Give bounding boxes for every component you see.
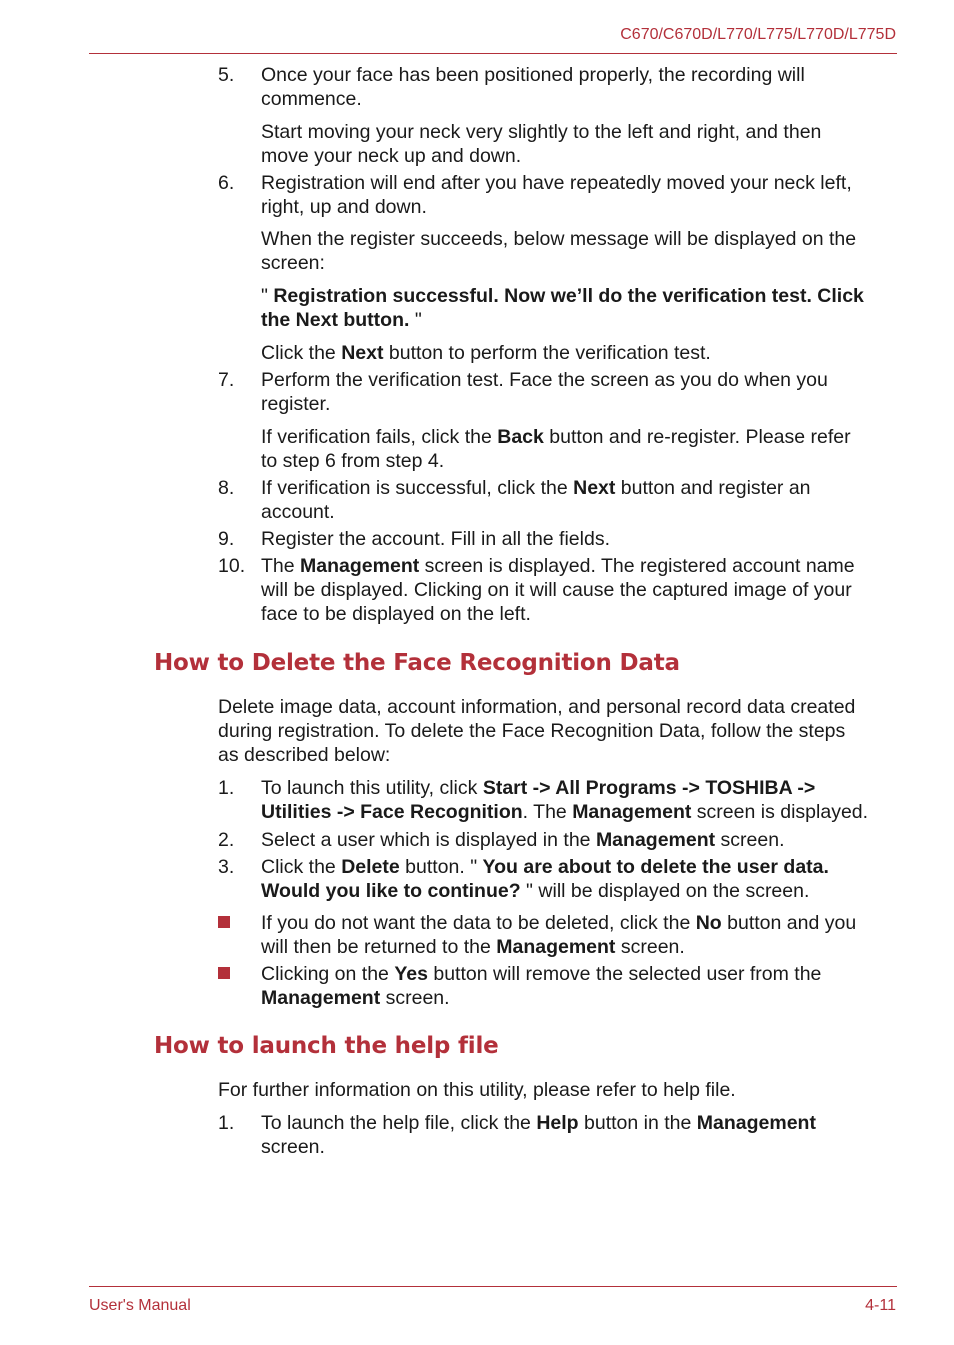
step-text: To launch this utility, click [261,777,483,799]
footer-rule [89,1286,897,1287]
step-line: Register the account. Fill in all the fields. [261,528,611,550]
header-model-title: C670/C670D/L770/L775/L770D/L775D [620,26,896,43]
step-number: 8. [218,477,235,499]
back-button-label: Back [497,426,544,448]
bullet-text: Clicking on the [261,963,395,985]
header-rule [89,53,897,54]
step-5-note [261,120,901,168]
bullet-item-no [261,911,901,959]
intro-line: as described below: [218,744,391,766]
bullet-square-icon [218,967,230,979]
step-text: To launch the help file, click the [261,1112,537,1134]
menu-path: Start -> All Programs -> TOSHIBA -> [482,777,816,799]
step-number: 7. [218,369,235,391]
note-text: If verification fails, click the [261,426,498,448]
step-line: right, up and down. [261,196,427,218]
note-line: When the register succeeds, below message will be displayed on the [261,228,857,250]
step-number: 6. [218,172,235,194]
note-line: move your neck up and down. [261,145,522,167]
message-text: Registration successful. Now we’ll do the verification test. Click [273,285,864,307]
step-text: button in the [578,1112,697,1134]
step-text: screen is displayed. [691,801,869,823]
footer-manual-title: User's Manual [89,1297,191,1314]
step-line: register. [261,393,331,415]
section-heading-help: How to launch the help file [154,1033,499,1059]
step-number: 3. [218,856,235,878]
management-screen-label: Management [261,987,381,1009]
step-text: button and register an [615,477,811,499]
step-number: 9. [218,528,235,550]
bullet-square-icon [218,916,230,928]
step-text: button. " [399,856,483,878]
intro-line: Delete image data, account information, and personal record data created [218,696,856,718]
bullet-text: screen. [615,936,685,958]
delete-button-label: Delete [341,856,400,878]
step-number: 1. [218,777,235,799]
step-line: will be displayed. Clicking on it will cause the captured image of your [261,579,852,601]
step-line: Registration will end after you have repeatedly moved your neck left, [261,172,852,194]
note-text: Click the [261,342,342,364]
section-heading-delete: How to Delete the Face Recognition Data [154,650,680,676]
step-line: Once your face has been positioned properly, the recording will [261,64,805,86]
management-screen-label: Management [696,1112,816,1134]
step-text: The [261,555,301,577]
delete-intro [218,695,898,767]
step-line: screen. [261,1136,325,1158]
step-text: " will be displayed on the screen. [520,880,810,902]
management-screen-label: Management [300,555,420,577]
confirm-message: You are about to delete the user data. [482,856,829,878]
bullet-text: button and you [721,912,857,934]
step-text: screen is displayed. The registered account name [419,555,855,577]
step-number: 2. [218,829,235,851]
management-screen-label: Management [572,801,692,823]
help-button-label: Help [536,1112,579,1134]
bullet-text: button will remove the selected user from the [427,963,822,985]
intro-line: during registration. To delete the Face Recognition Data, follow the steps [218,720,846,742]
step-6-note [261,227,901,275]
note-line: to step 6 from step 4. [261,450,445,472]
step-7-note [261,425,901,473]
step-text: screen. [715,829,785,851]
note-text: button to perform the verification test. [383,342,711,364]
step-line: account. [261,501,335,523]
step-number: 5. [218,64,235,86]
help-intro: For further information on this utility, please refer to help file. [218,1079,736,1101]
step-line: Perform the verification test. Face the screen as you do when you [261,369,828,391]
quote-mark: " [409,309,422,331]
step-number: 1. [218,1112,235,1134]
next-button-label: Next [341,342,384,364]
bullet-item-yes [261,962,901,1010]
next-button-label: Next [573,477,616,499]
confirm-message: Would you like to continue? [261,880,521,902]
no-button-label: No [695,912,722,934]
step-text: . The [522,801,573,823]
management-screen-label: Management [496,936,616,958]
management-screen-label: Management [595,829,716,851]
note-text: button and re-register. Please refer [543,426,851,448]
bullet-text: If you do not want the data to be deleted, click the [261,912,696,934]
step-text: If verification is successful, click the [261,477,574,499]
quote-mark: " [261,285,274,307]
message-text: the Next button. [261,309,410,331]
step-text: Select a user which is displayed in the [261,829,596,851]
bullet-text: will then be returned to the [261,936,497,958]
footer-page-number: 4-11 [865,1297,896,1314]
yes-button-label: Yes [394,963,428,985]
registration-message [261,284,901,332]
step-number: 10. [218,555,246,577]
menu-path: Utilities -> Face Recognition [261,801,523,823]
step-text: Click the [261,856,342,878]
bullet-text: screen. [380,987,450,1009]
step-line: face to be displayed on the left. [261,603,531,625]
note-line: Start moving your neck very slightly to the left and right, and then [261,121,822,143]
note-line: screen: [261,252,325,274]
step-6-next-note [261,341,901,365]
step-line: commence. [261,88,362,110]
